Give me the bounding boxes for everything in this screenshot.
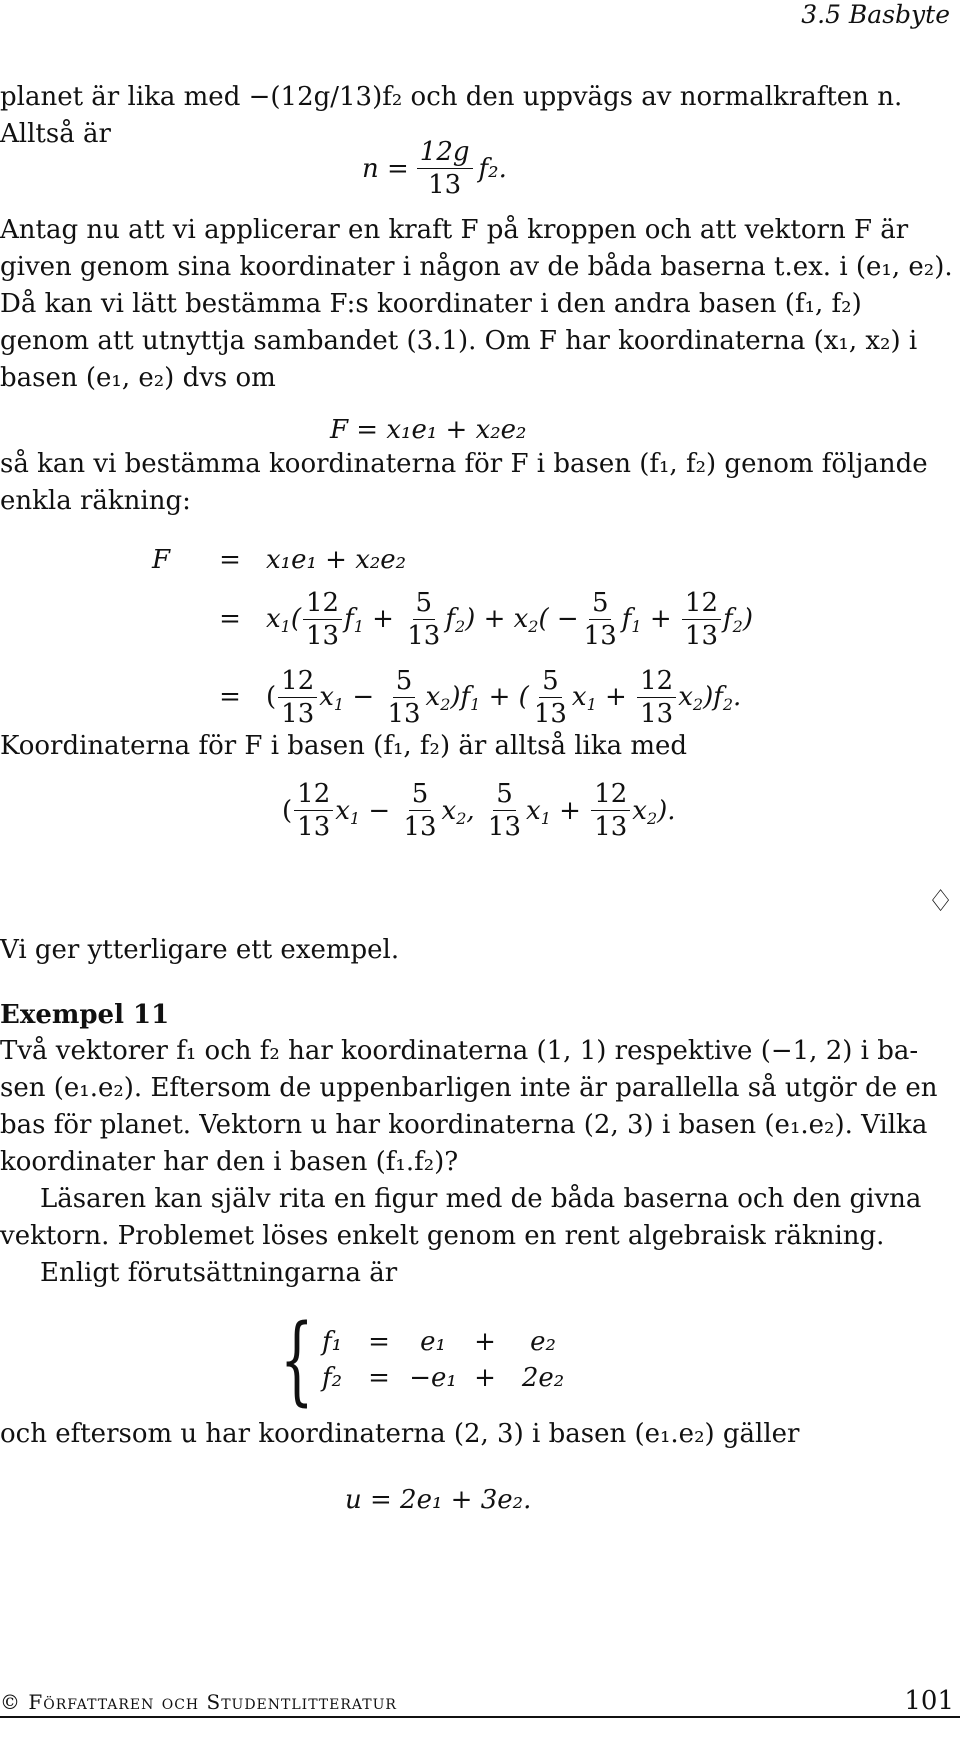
fraction: $\frac{5}{13}$ [487, 779, 522, 842]
paragraph-line: bas för planet. Vektorn u har koordinaterna (2, 3) i basen (e₁.e₂). Vilka [0, 1110, 928, 1140]
equation-F: F = x₁e₁ + x₂e₂ [330, 415, 527, 445]
paragraph-line: planet är lika med −(12g/13)f₂ och den uppvägs av normalkraften n. [0, 82, 903, 112]
equals-sign: = [219, 545, 241, 575]
fraction: $\frac{12}{13}$ [591, 780, 630, 841]
paragraph-line: Alltså är [0, 119, 111, 149]
footer-copyright: © Författaren och Studentlitteratur [0, 1690, 397, 1714]
derivation [152, 540, 753, 736]
section-header: 3.5 Basbyte [801, 0, 950, 29]
fraction: $\frac{12}{13}$ [303, 589, 342, 650]
equals-sign: = [219, 604, 241, 634]
equation-lhs: n = [362, 153, 409, 184]
paragraph-line: och eftersom u har koordinaterna (2, 3) i basen (e₁.e₂) gäller [0, 1419, 800, 1449]
equation-rhs: f₂. [478, 153, 507, 184]
fraction-numerator: 12g [417, 138, 473, 169]
equation-u: u = 2e₁ + 3e₂. [345, 1485, 532, 1515]
fraction [417, 138, 473, 199]
fraction: $\frac{5}{13}$ [533, 665, 567, 729]
left-brace-icon: { [280, 1304, 314, 1416]
derivation-row-3: = ( $\frac{12}{13}$ $x_1$ − $\frac{5}{13}$ $x_2)f_1$ + ( $\frac{5}{13}$ $x_1$ + $\frac{12}{13}$ $x_2)f_2$. [152, 658, 753, 736]
fraction: $\frac{5}{13}$ [583, 587, 617, 651]
paragraph-line: genom att utnyttja sambandet (3.1). Om F har koordinaterna (x₁, x₂) i [0, 326, 918, 356]
fraction-denominator: 13 [428, 170, 462, 200]
fraction: $\frac{12}{13}$ [278, 667, 317, 728]
derivation-row-2: = $x_1$( $\frac{12}{13}$ $f_1$ + $\frac{5}{13}$ $f_2) + x_2$( − $\frac{5}{13}$ $f_1$ + $\frac{12}{13}$ $f_2$) [152, 580, 753, 658]
fraction: $\frac{5}{13}$ [407, 587, 441, 651]
paragraph-line: Koordinaterna för F i basen (f₁, f₂) är alltså lika med [0, 731, 688, 761]
paragraph-line: sen (e₁.e₂). Eftersom de uppenbarligen inte är parallella så utgör de en [0, 1073, 938, 1103]
fraction: $\frac{12}{13}$ [682, 589, 721, 650]
fraction: $\frac{12}{13}$ [637, 667, 676, 728]
end-of-example-icon: ♢ [927, 884, 954, 919]
paragraph-line: Då kan vi lätt bestämma F:s koordinater i den andra basen (f₁, f₂) [0, 289, 862, 319]
example-title: Exempel 11 [0, 1000, 170, 1030]
paragraph-line: given genom sina koordinater i någon av de båda baserna t.ex. i (e₁, e₂). [0, 252, 953, 282]
paragraph-line: Läsaren kan själv rita en figur med de båda baserna och den givna [40, 1184, 922, 1214]
equation-system [280, 1304, 578, 1416]
footer-rule [0, 1716, 960, 1718]
paragraph-line: vektorn. Problemet löses enkelt genom en rent algebraisk räkning. [0, 1221, 885, 1251]
paragraph-line: enkla räkning: [0, 486, 191, 516]
paragraph-line: basen (e₁, e₂) dvs om [0, 363, 276, 393]
paragraph-line: Vi ger ytterligare ett exempel. [0, 935, 400, 965]
fraction: $\frac{12}{13}$ [294, 780, 333, 841]
derivation-lhs: F [152, 545, 171, 575]
equation-n [362, 138, 507, 199]
equals-sign: = [219, 682, 241, 712]
page-number: 101 [904, 1686, 954, 1716]
derivation-rhs: x₁e₁ + x₂e₂ [266, 545, 407, 575]
coordinates-result: ( $\frac{12}{13}$ $x_1$ − $\frac{5}{13}$ $x_2$, $\frac{5}{13}$ $x_1$ + $\frac{12}{13}$ $x_2$). [282, 779, 676, 842]
paragraph-line: så kan vi bestämma koordinaterna för F i basen (f₁, f₂) genom följande [0, 449, 928, 479]
paragraph-line: Antag nu att vi applicerar en kraft F på kroppen och att vektorn F är [0, 215, 909, 245]
derivation-row-1 [152, 540, 753, 580]
fraction: $\frac{5}{13}$ [387, 665, 421, 729]
paragraph-line: Enligt förutsättningarna är [40, 1258, 398, 1288]
paragraph-line: Två vektorer f₁ och f₂ har koordinaterna (1, 1) respektive (−1, 2) i ba- [0, 1036, 919, 1066]
paragraph-line: koordinater har den i basen (f₁.f₂)? [0, 1147, 459, 1177]
fraction: $\frac{5}{13}$ [403, 779, 437, 842]
system-grid: f₁ = e₁ + e₂ f₂ = −e₁ + 2e₂ [321, 1327, 565, 1393]
